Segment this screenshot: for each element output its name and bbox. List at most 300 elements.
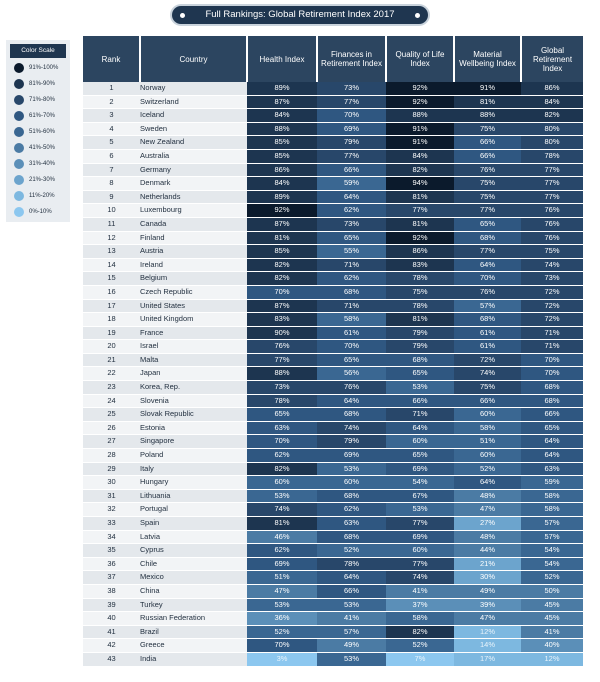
index-value-cell: 78%	[386, 272, 454, 286]
index-value-cell: 66%	[454, 149, 521, 163]
country-cell: Finland	[140, 231, 247, 245]
index-value-cell: 49%	[317, 639, 386, 653]
rank-cell: 29	[83, 462, 140, 476]
title-dot-right	[415, 13, 420, 18]
table-row	[83, 598, 583, 612]
country-cell: Czech Republic	[140, 285, 247, 299]
index-value-cell: 91%	[454, 82, 521, 95]
index-value-cell: 52%	[386, 639, 454, 653]
index-value-cell: 60%	[454, 408, 521, 422]
index-value-cell: 90%	[247, 326, 317, 340]
legend-swatch	[14, 191, 24, 201]
country-cell: Canada	[140, 217, 247, 231]
table-row	[83, 245, 583, 259]
index-value-cell: 65%	[247, 408, 317, 422]
index-value-cell: 59%	[317, 177, 386, 191]
index-value-cell: 74%	[247, 503, 317, 517]
index-value-cell: 68%	[317, 530, 386, 544]
country-cell: Lithuania	[140, 489, 247, 503]
index-value-cell: 69%	[317, 449, 386, 463]
table-row	[83, 353, 583, 367]
table-row	[83, 204, 583, 218]
index-value-cell: 50%	[521, 584, 583, 598]
index-value-cell: 61%	[317, 326, 386, 340]
index-value-cell: 76%	[247, 340, 317, 354]
rank-cell: 2	[83, 95, 140, 109]
index-value-cell: 85%	[247, 136, 317, 150]
index-value-cell: 70%	[521, 353, 583, 367]
country-cell: United Kingdom	[140, 313, 247, 327]
index-value-cell: 71%	[386, 408, 454, 422]
index-value-cell: 30%	[454, 571, 521, 585]
index-value-cell: 78%	[521, 149, 583, 163]
column-header: Country	[140, 36, 247, 82]
title-dot-left	[180, 13, 185, 18]
index-value-cell: 58%	[386, 612, 454, 626]
index-value-cell: 65%	[386, 367, 454, 381]
index-value-cell: 66%	[521, 408, 583, 422]
index-value-cell: 3%	[247, 652, 317, 666]
table-row	[83, 177, 583, 191]
country-cell: Malta	[140, 353, 247, 367]
index-value-cell: 51%	[247, 571, 317, 585]
index-value-cell: 52%	[454, 462, 521, 476]
rank-cell: 4	[83, 122, 140, 136]
index-value-cell: 70%	[247, 285, 317, 299]
rank-cell: 18	[83, 313, 140, 327]
index-value-cell: 49%	[454, 584, 521, 598]
index-value-cell: 56%	[317, 367, 386, 381]
country-cell: Belgium	[140, 272, 247, 286]
index-value-cell: 76%	[521, 231, 583, 245]
index-value-cell: 47%	[454, 503, 521, 517]
index-value-cell: 40%	[521, 639, 583, 653]
table-row	[83, 149, 583, 163]
index-value-cell: 92%	[386, 95, 454, 109]
rank-cell: 40	[83, 612, 140, 626]
index-value-cell: 74%	[386, 571, 454, 585]
index-value-cell: 65%	[454, 217, 521, 231]
index-value-cell: 57%	[454, 299, 521, 313]
legend-swatch	[14, 111, 24, 121]
index-value-cell: 74%	[317, 421, 386, 435]
index-value-cell: 62%	[317, 272, 386, 286]
index-value-cell: 46%	[247, 530, 317, 544]
index-value-cell: 64%	[454, 476, 521, 490]
color-scale-legend	[6, 40, 70, 222]
rank-cell: 11	[83, 217, 140, 231]
column-header: Material Wellbeing Index	[454, 36, 521, 82]
index-value-cell: 89%	[247, 82, 317, 95]
country-cell: United States	[140, 299, 247, 313]
table-row	[83, 272, 583, 286]
index-value-cell: 66%	[454, 394, 521, 408]
index-value-cell: 68%	[521, 394, 583, 408]
index-value-cell: 73%	[317, 82, 386, 95]
rank-cell: 20	[83, 340, 140, 354]
table-row	[83, 122, 583, 136]
country-cell: Norway	[140, 82, 247, 95]
index-value-cell: 73%	[521, 272, 583, 286]
table-row	[83, 340, 583, 354]
country-cell: New Zealand	[140, 136, 247, 150]
index-value-cell: 76%	[454, 285, 521, 299]
index-value-cell: 17%	[454, 652, 521, 666]
index-value-cell: 67%	[386, 489, 454, 503]
index-value-cell: 68%	[317, 408, 386, 422]
index-value-cell: 87%	[247, 299, 317, 313]
index-value-cell: 81%	[247, 517, 317, 531]
index-value-cell: 70%	[521, 367, 583, 381]
index-value-cell: 62%	[317, 204, 386, 218]
country-cell: Netherlands	[140, 190, 247, 204]
index-value-cell: 76%	[454, 163, 521, 177]
country-cell: Iceland	[140, 109, 247, 123]
index-value-cell: 72%	[521, 313, 583, 327]
index-value-cell: 44%	[454, 544, 521, 558]
index-value-cell: 60%	[386, 435, 454, 449]
index-value-cell: 60%	[247, 476, 317, 490]
index-value-cell: 68%	[317, 285, 386, 299]
index-value-cell: 64%	[317, 394, 386, 408]
rank-cell: 25	[83, 408, 140, 422]
country-cell: Brazil	[140, 625, 247, 639]
index-value-cell: 48%	[454, 489, 521, 503]
table-row	[83, 326, 583, 340]
index-value-cell: 76%	[317, 381, 386, 395]
country-cell: Slovenia	[140, 394, 247, 408]
index-value-cell: 27%	[454, 517, 521, 531]
index-value-cell: 91%	[386, 136, 454, 150]
index-value-cell: 66%	[454, 136, 521, 150]
legend-item	[6, 140, 70, 156]
index-value-cell: 53%	[386, 381, 454, 395]
index-value-cell: 53%	[247, 598, 317, 612]
country-cell: Israel	[140, 340, 247, 354]
index-value-cell: 77%	[521, 163, 583, 177]
index-value-cell: 55%	[317, 245, 386, 259]
index-value-cell: 70%	[317, 340, 386, 354]
country-cell: Chile	[140, 557, 247, 571]
rank-cell: 5	[83, 136, 140, 150]
country-cell: France	[140, 326, 247, 340]
index-value-cell: 57%	[521, 517, 583, 531]
country-cell: India	[140, 652, 247, 666]
country-cell: Spain	[140, 517, 247, 531]
index-value-cell: 86%	[247, 163, 317, 177]
index-value-cell: 75%	[454, 381, 521, 395]
index-value-cell: 81%	[386, 217, 454, 231]
chart-title-text: Full Rankings: Global Retirement Index 2017	[205, 9, 395, 20]
table-row	[83, 299, 583, 313]
index-value-cell: 79%	[317, 136, 386, 150]
rank-cell: 30	[83, 476, 140, 490]
country-cell: China	[140, 584, 247, 598]
legend-swatch	[14, 79, 24, 89]
index-value-cell: 88%	[247, 122, 317, 136]
index-value-cell: 82%	[521, 109, 583, 123]
index-value-cell: 59%	[521, 476, 583, 490]
rank-cell: 15	[83, 272, 140, 286]
index-value-cell: 51%	[454, 435, 521, 449]
rank-cell: 3	[83, 109, 140, 123]
index-value-cell: 79%	[386, 340, 454, 354]
index-value-cell: 54%	[521, 544, 583, 558]
legend-item	[6, 156, 70, 172]
index-value-cell: 86%	[521, 82, 583, 95]
index-value-cell: 69%	[247, 557, 317, 571]
country-cell: Switzerland	[140, 95, 247, 109]
rank-cell: 35	[83, 544, 140, 558]
index-value-cell: 82%	[247, 462, 317, 476]
index-value-cell: 66%	[317, 163, 386, 177]
index-value-cell: 92%	[386, 82, 454, 95]
table-row	[83, 503, 583, 517]
rank-cell: 28	[83, 449, 140, 463]
index-value-cell: 85%	[247, 245, 317, 259]
rank-cell: 32	[83, 503, 140, 517]
index-value-cell: 77%	[247, 353, 317, 367]
table-row	[83, 285, 583, 299]
legend-label: 41%-50%	[29, 145, 56, 151]
index-value-cell: 68%	[521, 381, 583, 395]
index-value-cell: 71%	[317, 299, 386, 313]
index-value-cell: 41%	[386, 584, 454, 598]
index-value-cell: 85%	[247, 149, 317, 163]
index-value-cell: 54%	[521, 557, 583, 571]
table-row	[83, 652, 583, 666]
legend-swatch	[14, 95, 24, 105]
index-value-cell: 65%	[317, 353, 386, 367]
table-row	[83, 625, 583, 639]
rank-cell: 41	[83, 625, 140, 639]
table-body	[83, 82, 583, 666]
rank-cell: 31	[83, 489, 140, 503]
table-row	[83, 584, 583, 598]
column-header: Quality of Life Index	[386, 36, 454, 82]
table-row	[83, 136, 583, 150]
legend-label: 51%-60%	[29, 129, 56, 135]
index-value-cell: 84%	[247, 177, 317, 191]
country-cell: Austria	[140, 245, 247, 259]
rank-cell: 39	[83, 598, 140, 612]
rank-cell: 13	[83, 245, 140, 259]
index-value-cell: 58%	[317, 313, 386, 327]
index-value-cell: 62%	[247, 449, 317, 463]
legend-label: 0%-10%	[29, 209, 52, 215]
rank-cell: 42	[83, 639, 140, 653]
index-value-cell: 63%	[317, 517, 386, 531]
index-value-cell: 89%	[247, 190, 317, 204]
index-value-cell: 77%	[317, 149, 386, 163]
index-value-cell: 78%	[247, 394, 317, 408]
index-value-cell: 75%	[386, 285, 454, 299]
index-value-cell: 36%	[247, 612, 317, 626]
legend-swatch	[14, 159, 24, 169]
index-value-cell: 12%	[521, 652, 583, 666]
index-value-cell: 70%	[247, 639, 317, 653]
table-row	[83, 544, 583, 558]
index-value-cell: 73%	[317, 217, 386, 231]
country-cell: Turkey	[140, 598, 247, 612]
table-row	[83, 421, 583, 435]
legend-swatch	[14, 175, 24, 185]
index-value-cell: 47%	[454, 612, 521, 626]
legend-swatch	[14, 207, 24, 217]
index-value-cell: 75%	[521, 245, 583, 259]
index-value-cell: 39%	[454, 598, 521, 612]
country-cell: Hungary	[140, 476, 247, 490]
index-value-cell: 77%	[386, 517, 454, 531]
index-value-cell: 47%	[247, 584, 317, 598]
index-value-cell: 74%	[521, 258, 583, 272]
country-cell: Australia	[140, 149, 247, 163]
country-cell: Luxembourg	[140, 204, 247, 218]
index-value-cell: 77%	[521, 177, 583, 191]
index-value-cell: 65%	[386, 449, 454, 463]
rank-cell: 26	[83, 421, 140, 435]
index-value-cell: 84%	[247, 109, 317, 123]
table-row	[83, 571, 583, 585]
table-row	[83, 489, 583, 503]
table-row	[83, 394, 583, 408]
country-cell: Portugal	[140, 503, 247, 517]
index-value-cell: 58%	[521, 503, 583, 517]
index-value-cell: 45%	[521, 612, 583, 626]
column-header: Health Index	[247, 36, 317, 82]
country-cell: Sweden	[140, 122, 247, 136]
index-value-cell: 64%	[317, 571, 386, 585]
table-row	[83, 258, 583, 272]
country-cell: Cyprus	[140, 544, 247, 558]
country-cell: Korea, Rep.	[140, 381, 247, 395]
table-row	[83, 367, 583, 381]
index-value-cell: 77%	[317, 95, 386, 109]
legend-label: 61%-70%	[29, 113, 56, 119]
country-cell: Ireland	[140, 258, 247, 272]
index-value-cell: 62%	[247, 544, 317, 558]
index-value-cell: 60%	[454, 449, 521, 463]
index-value-cell: 77%	[386, 204, 454, 218]
index-value-cell: 77%	[521, 190, 583, 204]
rank-cell: 34	[83, 530, 140, 544]
index-value-cell: 87%	[247, 217, 317, 231]
index-value-cell: 83%	[247, 313, 317, 327]
index-value-cell: 57%	[317, 625, 386, 639]
index-value-cell: 80%	[521, 136, 583, 150]
rank-cell: 22	[83, 367, 140, 381]
index-value-cell: 64%	[386, 421, 454, 435]
rank-cell: 16	[83, 285, 140, 299]
index-value-cell: 64%	[521, 449, 583, 463]
table-row	[83, 435, 583, 449]
index-value-cell: 54%	[386, 476, 454, 490]
index-value-cell: 81%	[247, 231, 317, 245]
index-value-cell: 60%	[386, 544, 454, 558]
table-row	[83, 82, 583, 95]
index-value-cell: 65%	[521, 421, 583, 435]
index-value-cell: 61%	[454, 340, 521, 354]
country-cell: Denmark	[140, 177, 247, 191]
index-value-cell: 57%	[521, 530, 583, 544]
index-value-cell: 82%	[386, 625, 454, 639]
rank-cell: 24	[83, 394, 140, 408]
index-value-cell: 68%	[454, 313, 521, 327]
column-header: Rank	[83, 36, 140, 82]
legend-item	[6, 76, 70, 92]
legend-swatch	[14, 143, 24, 153]
index-value-cell: 84%	[521, 95, 583, 109]
country-cell: Italy	[140, 462, 247, 476]
index-value-cell: 82%	[386, 163, 454, 177]
index-value-cell: 66%	[386, 394, 454, 408]
index-value-cell: 75%	[454, 122, 521, 136]
index-value-cell: 75%	[454, 177, 521, 191]
index-value-cell: 88%	[247, 367, 317, 381]
index-value-cell: 53%	[317, 598, 386, 612]
legend-label: 81%-90%	[29, 81, 56, 87]
country-cell: Latvia	[140, 530, 247, 544]
table-row	[83, 612, 583, 626]
index-value-cell: 92%	[247, 204, 317, 218]
rank-cell: 8	[83, 177, 140, 191]
index-value-cell: 58%	[521, 489, 583, 503]
index-value-cell: 82%	[247, 272, 317, 286]
index-value-cell: 83%	[386, 258, 454, 272]
index-value-cell: 48%	[454, 530, 521, 544]
index-value-cell: 76%	[521, 204, 583, 218]
index-value-cell: 52%	[247, 625, 317, 639]
legend-item	[6, 92, 70, 108]
chart-title	[172, 6, 428, 24]
index-value-cell: 68%	[386, 353, 454, 367]
rank-cell: 10	[83, 204, 140, 218]
index-value-cell: 79%	[386, 326, 454, 340]
index-value-cell: 63%	[521, 462, 583, 476]
table-row	[83, 231, 583, 245]
index-value-cell: 82%	[247, 258, 317, 272]
index-value-cell: 60%	[317, 476, 386, 490]
table-row	[83, 313, 583, 327]
table-row	[83, 163, 583, 177]
rank-cell: 33	[83, 517, 140, 531]
index-value-cell: 64%	[454, 258, 521, 272]
country-cell: Mexico	[140, 571, 247, 585]
rank-cell: 1	[83, 82, 140, 95]
index-value-cell: 62%	[317, 503, 386, 517]
rank-cell: 12	[83, 231, 140, 245]
table-row	[83, 109, 583, 123]
index-value-cell: 88%	[454, 109, 521, 123]
index-value-cell: 52%	[521, 571, 583, 585]
index-value-cell: 81%	[386, 190, 454, 204]
index-value-cell: 81%	[386, 313, 454, 327]
index-value-cell: 21%	[454, 557, 521, 571]
index-value-cell: 94%	[386, 177, 454, 191]
rank-cell: 21	[83, 353, 140, 367]
table-row	[83, 517, 583, 531]
index-value-cell: 65%	[317, 231, 386, 245]
index-value-cell: 58%	[454, 421, 521, 435]
table-row	[83, 530, 583, 544]
index-value-cell: 69%	[317, 122, 386, 136]
index-value-cell: 61%	[454, 326, 521, 340]
index-value-cell: 80%	[521, 122, 583, 136]
index-value-cell: 70%	[247, 435, 317, 449]
table-row	[83, 462, 583, 476]
index-value-cell: 87%	[247, 95, 317, 109]
legend-swatch	[14, 127, 24, 137]
